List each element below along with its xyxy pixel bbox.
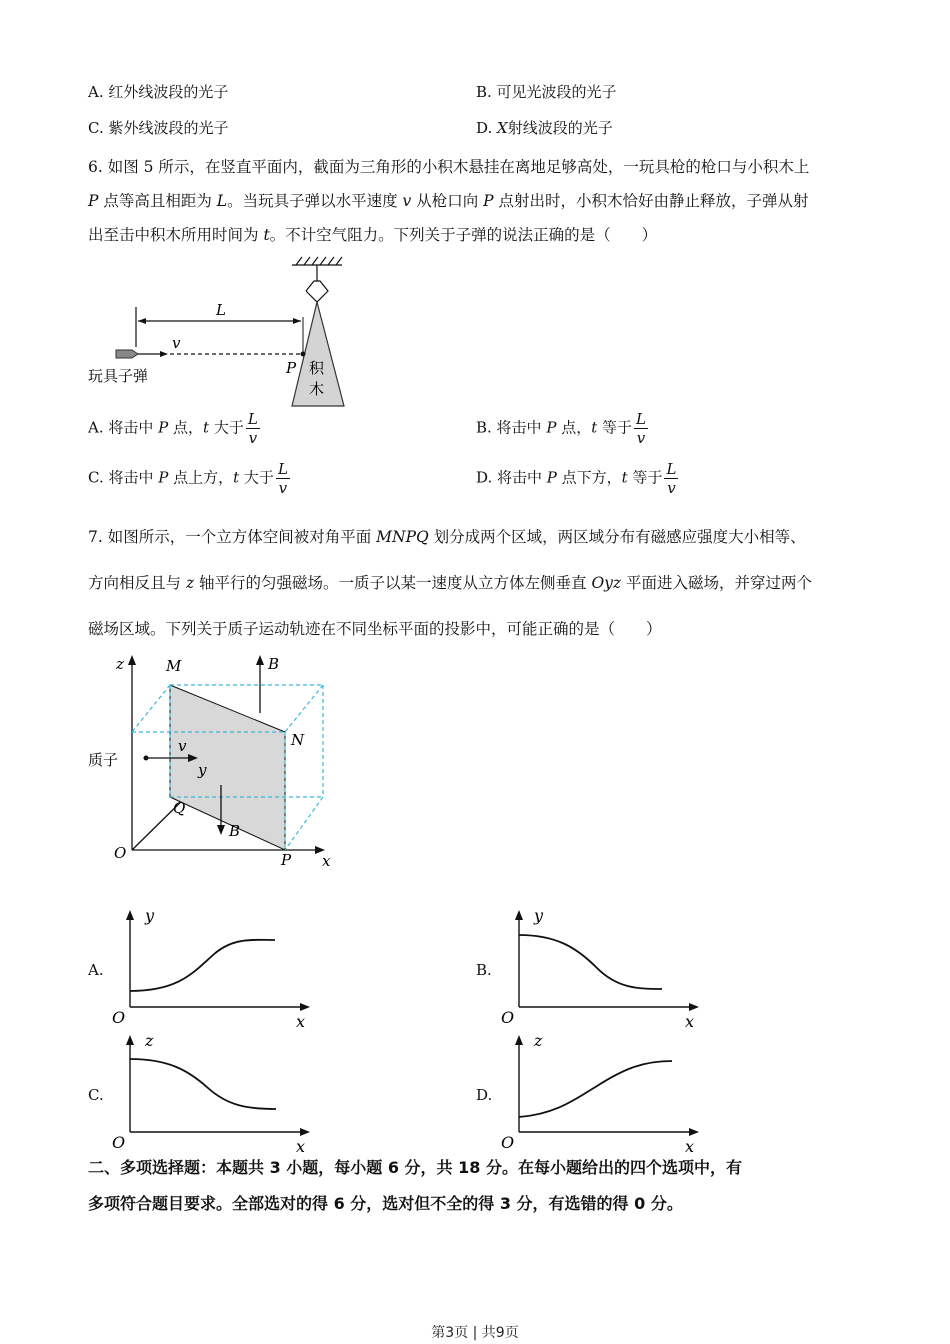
- graph-b: [497, 903, 707, 1033]
- graph-c-origin: O: [112, 1133, 126, 1152]
- q7-line-1: 7. 如图所示，一个立方体空间被对角平面 MNPQ 划分成两个区域，两区域分布有磁感应强度大小相等、: [88, 528, 806, 546]
- graph-c: [108, 1028, 318, 1158]
- graph-a-curve: [130, 940, 275, 991]
- graph-d-haxis: x: [685, 1137, 695, 1156]
- graph-d-vaxis: z: [534, 1031, 543, 1050]
- section-2-line-1: 二、多项选择题：本题共 3 小题，每小题 6 分，共 18 分。在每小题给出的四个选项中，有: [88, 1158, 742, 1177]
- graph-c-haxis: x: [296, 1137, 306, 1156]
- page-footer: 第3页 | 共9页: [431, 1325, 519, 1341]
- q5-option-a: A. 红外线波段的光子: [88, 83, 229, 101]
- label-b-down: B: [229, 822, 241, 840]
- q6-line-1: 6. 如图 5 所示，在竖直平面内，截面为三角形的小积木悬挂在离地足够高处，一玩具枪的枪口与小积木上: [88, 158, 810, 176]
- q5-option-c: C. 紫外线波段的光子: [88, 119, 229, 137]
- point-p: [301, 352, 306, 357]
- label-o: O: [114, 844, 127, 862]
- graph-b-vaxis: y: [534, 906, 544, 925]
- label-m: M: [166, 657, 182, 675]
- q6-option-a: A. 将击中 P 点，t 大于 $\frac{L}{v}$: [88, 410, 258, 447]
- bullet-icon: [116, 350, 138, 358]
- section-2-heading: [88, 1150, 878, 1222]
- q6-line-3: 出至击中积木所用时间为 t。不计空气阻力。下列关于子弹的说法正确的是（ ）: [88, 226, 658, 244]
- ceiling-hatch: [292, 257, 342, 265]
- graph-b-haxis: x: [685, 1012, 695, 1031]
- graph-d-origin: O: [501, 1133, 515, 1152]
- graph-c-letter: C.: [88, 1086, 104, 1104]
- diagonal-plane-mnpq: [170, 685, 285, 850]
- graph-d: [497, 1028, 707, 1158]
- graph-d-curve: [519, 1061, 672, 1117]
- label-y: y: [198, 761, 207, 779]
- q6-option-c: C. 将击中 P 点上方，t 大于 $\frac{L}{v}$: [88, 460, 288, 497]
- q6-line-2: P 点等高且相距为 L。当玩具子弹以水平速度 v 从枪口向 P 点射出时，小积木恰好由静止释放，子弹从射: [88, 192, 809, 210]
- graph-d-letter: D.: [476, 1086, 493, 1104]
- section-2-line-2: 多项符合题目要求。全部选对的得 6 分，选对但不全的得 3 分，有选错的得 0 分。: [88, 1194, 683, 1213]
- label-p: P: [286, 359, 297, 377]
- label-x: x: [322, 852, 331, 870]
- label-q: Q: [173, 799, 186, 817]
- graph-c-vaxis: z: [145, 1031, 154, 1050]
- q5-option-d: D. X射线波段的光子: [476, 119, 613, 137]
- label-v: v: [172, 334, 181, 352]
- graph-a-haxis: x: [296, 1012, 306, 1031]
- graph-c-curve: [130, 1059, 276, 1109]
- q6-stem: [88, 150, 868, 252]
- graph-a: [108, 903, 318, 1033]
- graph-a-letter: A.: [88, 961, 104, 979]
- graph-b-origin: O: [501, 1008, 515, 1027]
- label-p: P: [281, 851, 292, 869]
- graph-a-vaxis: y: [145, 906, 155, 925]
- graph-b-curve: [519, 935, 662, 989]
- clip-hanger: [306, 265, 328, 302]
- block-label-2: 木: [309, 380, 325, 398]
- graph-b-letter: B.: [476, 961, 492, 979]
- label-n: N: [291, 731, 305, 749]
- q6-option-d: D. 将击中 P 点下方，t 等于 $\frac{L}{v}$: [476, 460, 677, 497]
- q5-option-b: B. 可见光波段的光子: [476, 83, 617, 101]
- q6-figure: [80, 255, 380, 415]
- q7-stem: [88, 514, 868, 652]
- block-label-1: 积: [309, 359, 325, 377]
- q6-option-b: B. 将击中 P 点，t 等于 $\frac{L}{v}$: [476, 410, 646, 447]
- label-v: v: [178, 737, 187, 755]
- bullet-label: 玩具子弹: [88, 367, 149, 385]
- graph-a-origin: O: [112, 1008, 126, 1027]
- proton-label: 质子: [88, 751, 119, 769]
- q7-line-3: 磁场区域。下列关于质子运动轨迹在不同坐标平面的投影中，可能正确的是（ ）: [88, 620, 662, 638]
- q7-cube-figure: [80, 645, 360, 875]
- label-l: L: [216, 301, 226, 319]
- label-b-up: B: [268, 655, 280, 673]
- q7-line-2: 方向相反且与 z 轴平行的匀强磁场。一质子以某一速度从立方体左侧垂直 Oyz 平面进入磁场，并穿过两个: [88, 574, 813, 592]
- label-z: z: [116, 655, 124, 673]
